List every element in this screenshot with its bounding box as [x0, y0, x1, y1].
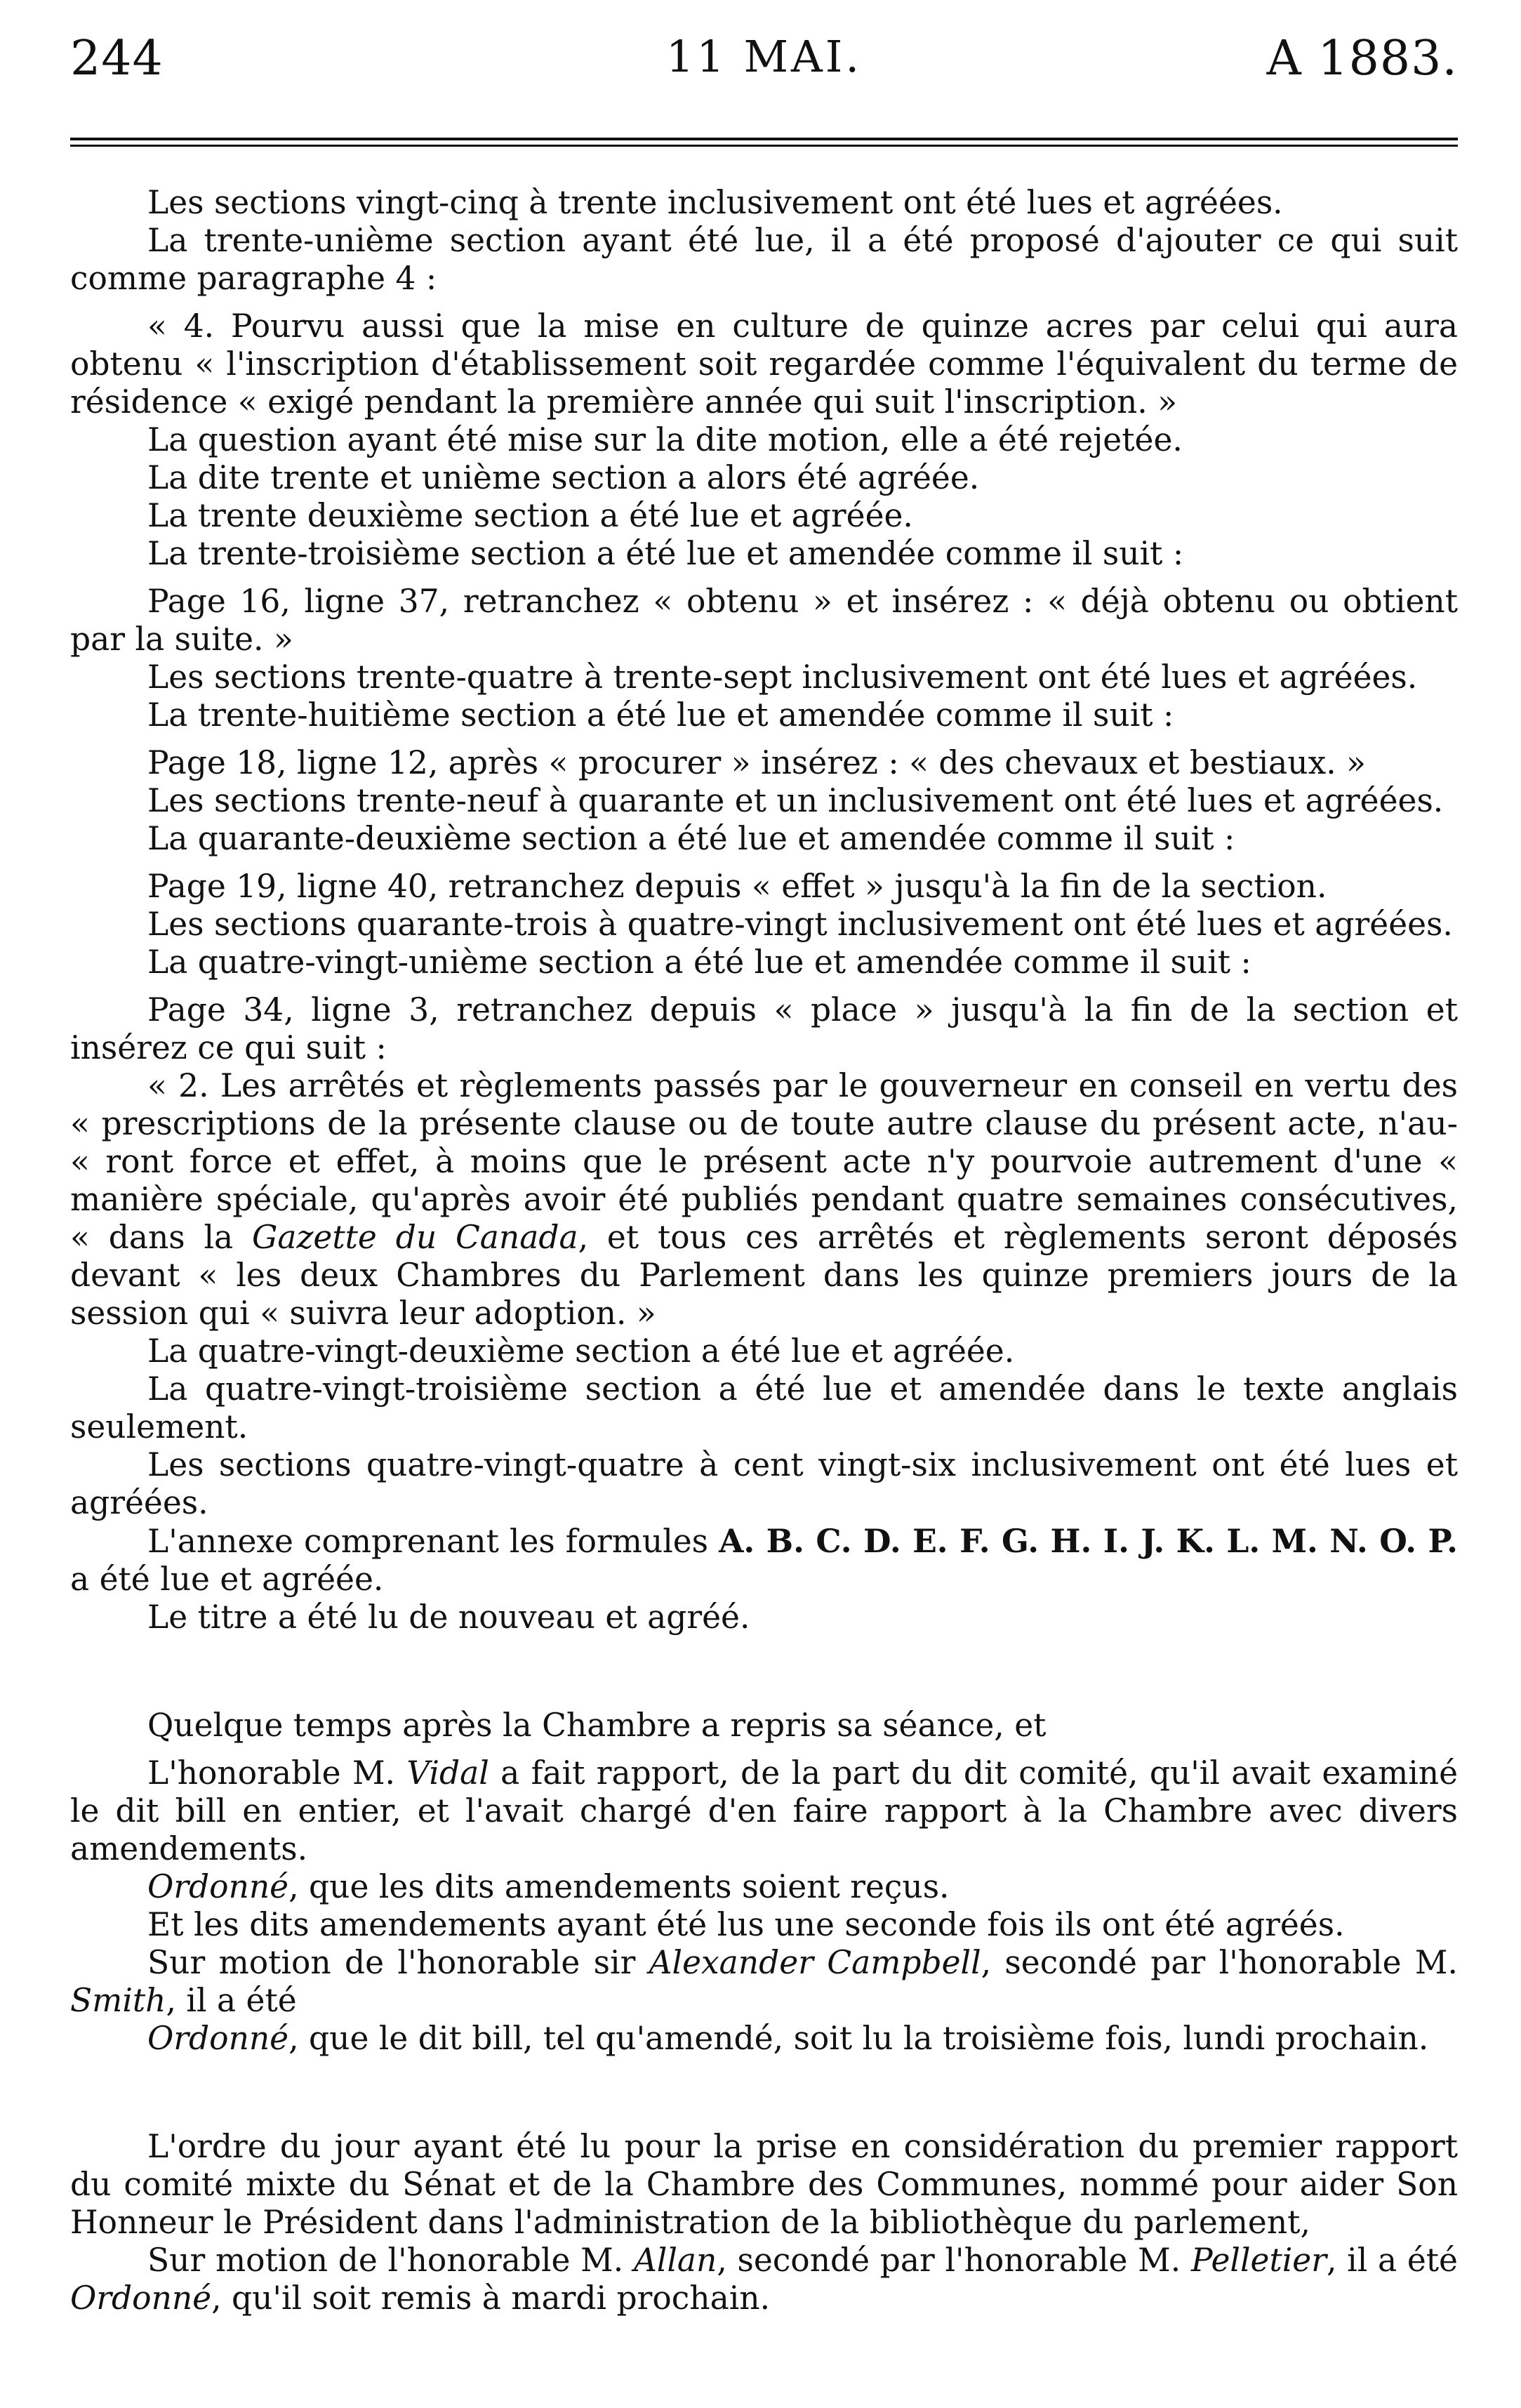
paragraph-section-42: La quarante-deuxième section a été lue et amendée comme il suit : [147, 820, 1235, 857]
paragraph-section-31-agreed: La dite trente et unième section a alors été agréée. [147, 459, 980, 496]
paragraph-page-16-amendment: Page 16, ligne 37, retranchez « obtenu » et insérez : « déjà obtenu ou obtient par la suite. » [70, 583, 1458, 658]
paragraph-section-32: La trente deuxième section a été lue et agréée. [147, 497, 913, 534]
header-date: 11 MAI. [665, 31, 863, 82]
header-year: A 1883. [1266, 31, 1458, 86]
paragraph-library-report: L'ordre du jour ayant été lu pour la prise en considération du premier rapport du comité mixte du Sénat et de la Chambre des Communes, nommé pour aider Son Honneur le Président dans l'administration de la bibliothèque du parlement, [70, 2128, 1458, 2241]
paragraph-sections-84-126: Les sections quatre-vingt-quatre à cent vingt-six inclusivement ont été lues et agréées. [70, 1446, 1458, 1521]
quoted-paragraph-4: « 4. Pourvu aussi que la mise en culture de quinze acres par celui qui aura obtenu « l'inscription d'établissement soit regardée comme l'équivalent du terme de résidence « exigé pendant la première année qui suit l'inscription. » [70, 307, 1458, 421]
page-number: 244 [70, 31, 164, 86]
paragraph-section-38: La trente-huitième section a été lue et amendée comme il suit : [147, 696, 1174, 734]
header-double-rule [70, 138, 1458, 149]
paragraph-section-81: La quatre-vingt-unième section a été lue et amendée comme il suit : [147, 944, 1251, 981]
paragraph-sections-39-41: Les sections trente-neuf à quarante et un inclusivement ont été lues et agréées. [147, 782, 1444, 819]
paragraph-section-33: La trente-troisième section a été lue et amendée comme il suit : [147, 535, 1184, 572]
paragraph-page-18-amendment: Page 18, ligne 12, après « procurer » insérez : « des chevaux et bestiaux. » [147, 744, 1367, 781]
paragraph-page-19-amendment: Page 19, ligne 40, retranchez depuis « effet » jusqu'à la fin de la section. [147, 868, 1327, 905]
paragraph-vidal-report: L'honorable M. Vidal a fait rapport, de la part du dit comité, qu'il avait examiné le dit bill en entier, et l'avait chargé d'en faire rapport à la Chambre avec divers amendements. [70, 1754, 1458, 1867]
paragraph-sections-43-80: Les sections quarante-trois à quatre-vingt inclusivement ont été lues et agréées. [147, 906, 1453, 943]
running-header [70, 31, 1458, 98]
paragraph-motion-rejected: La question ayant été mise sur la dite motion, elle a été rejetée. [147, 421, 1183, 458]
paragraph-ordered-received: Ordonné, que les dits amendements soient reçus. [147, 1868, 950, 1905]
paragraph-chamber-resumed: Quelque temps après la Chambre a repris sa séance, et [147, 1707, 1047, 1744]
paragraph-campbell-motion: Sur motion de l'honorable sir Alexander Campbell, secondé par l'honorable M. Smith, il a été [70, 1944, 1458, 2019]
paragraph-allan-motion: Sur motion de l'honorable M. Allan, secondé par l'honorable M. Pelletier, il a été Ordonné, qu'il soit remis à mardi prochain. [70, 2242, 1458, 2317]
quoted-paragraph-2: « 2. Les arrêtés et règlements passés par le gouverneur en conseil en vertu des « prescriptions de la présente clause ou de toute autre clause du présent acte, n'au- « ront force et effet, à moins que le présent acte n'y pourvoie autrement d'une « manière spéciale, qu'après avoir été publiés pendant quatre semaines consécutives, « dans la Gazette du Canada, et tous ces arrêtés et règlements seront déposés devant « les deux Chambres du Parlement dans les quinze premiers jours de la session qui « suivra leur adoption. » [70, 1067, 1459, 1332]
paragraph-amendments-agreed: Et les dits amendements ayant été lus une seconde fois ils ont été agréés. [147, 1906, 1345, 1943]
paragraph-sections-25-30: Les sections vingt-cinq à trente inclusivement ont été lues et agréées. [147, 184, 1283, 221]
paragraph-sections-34-37: Les sections trente-quatre à trente-sept inclusivement ont été lues et agréées. [147, 659, 1418, 696]
paragraph-section-82: La quatre-vingt-deuxième section a été lue et agréée. [147, 1332, 1015, 1370]
paragraph-section-83: La quatre-vingt-troisième section a été lue et amendée dans le texte anglais seulement. [70, 1370, 1458, 1446]
paragraph-title: Le titre a été lu de nouveau et agréé. [147, 1599, 750, 1636]
paragraph-annex: L'annexe comprenant les formules A. B. C. D. E. F. G. H. I. J. K. L. M. N. O. P. a été lue et agréée. [70, 1522, 1458, 1598]
rule-line-bottom [70, 145, 1458, 147]
document-body [70, 184, 1458, 2317]
paragraph-page-34-amendment: Page 34, ligne 3, retranchez depuis « place » jusqu'à la fin de la section et insérez ce qui suit : [70, 991, 1458, 1066]
rule-line-top [70, 138, 1458, 140]
paragraph-section-31-proposal: La trente-unième section ayant été lue, il a été proposé d'ajouter ce qui suit comme paragraphe 4 : [70, 222, 1458, 297]
paragraph-third-reading: Ordonné, que le dit bill, tel qu'amendé, soit lu la troisième fois, lundi prochain. [147, 2020, 1429, 2057]
